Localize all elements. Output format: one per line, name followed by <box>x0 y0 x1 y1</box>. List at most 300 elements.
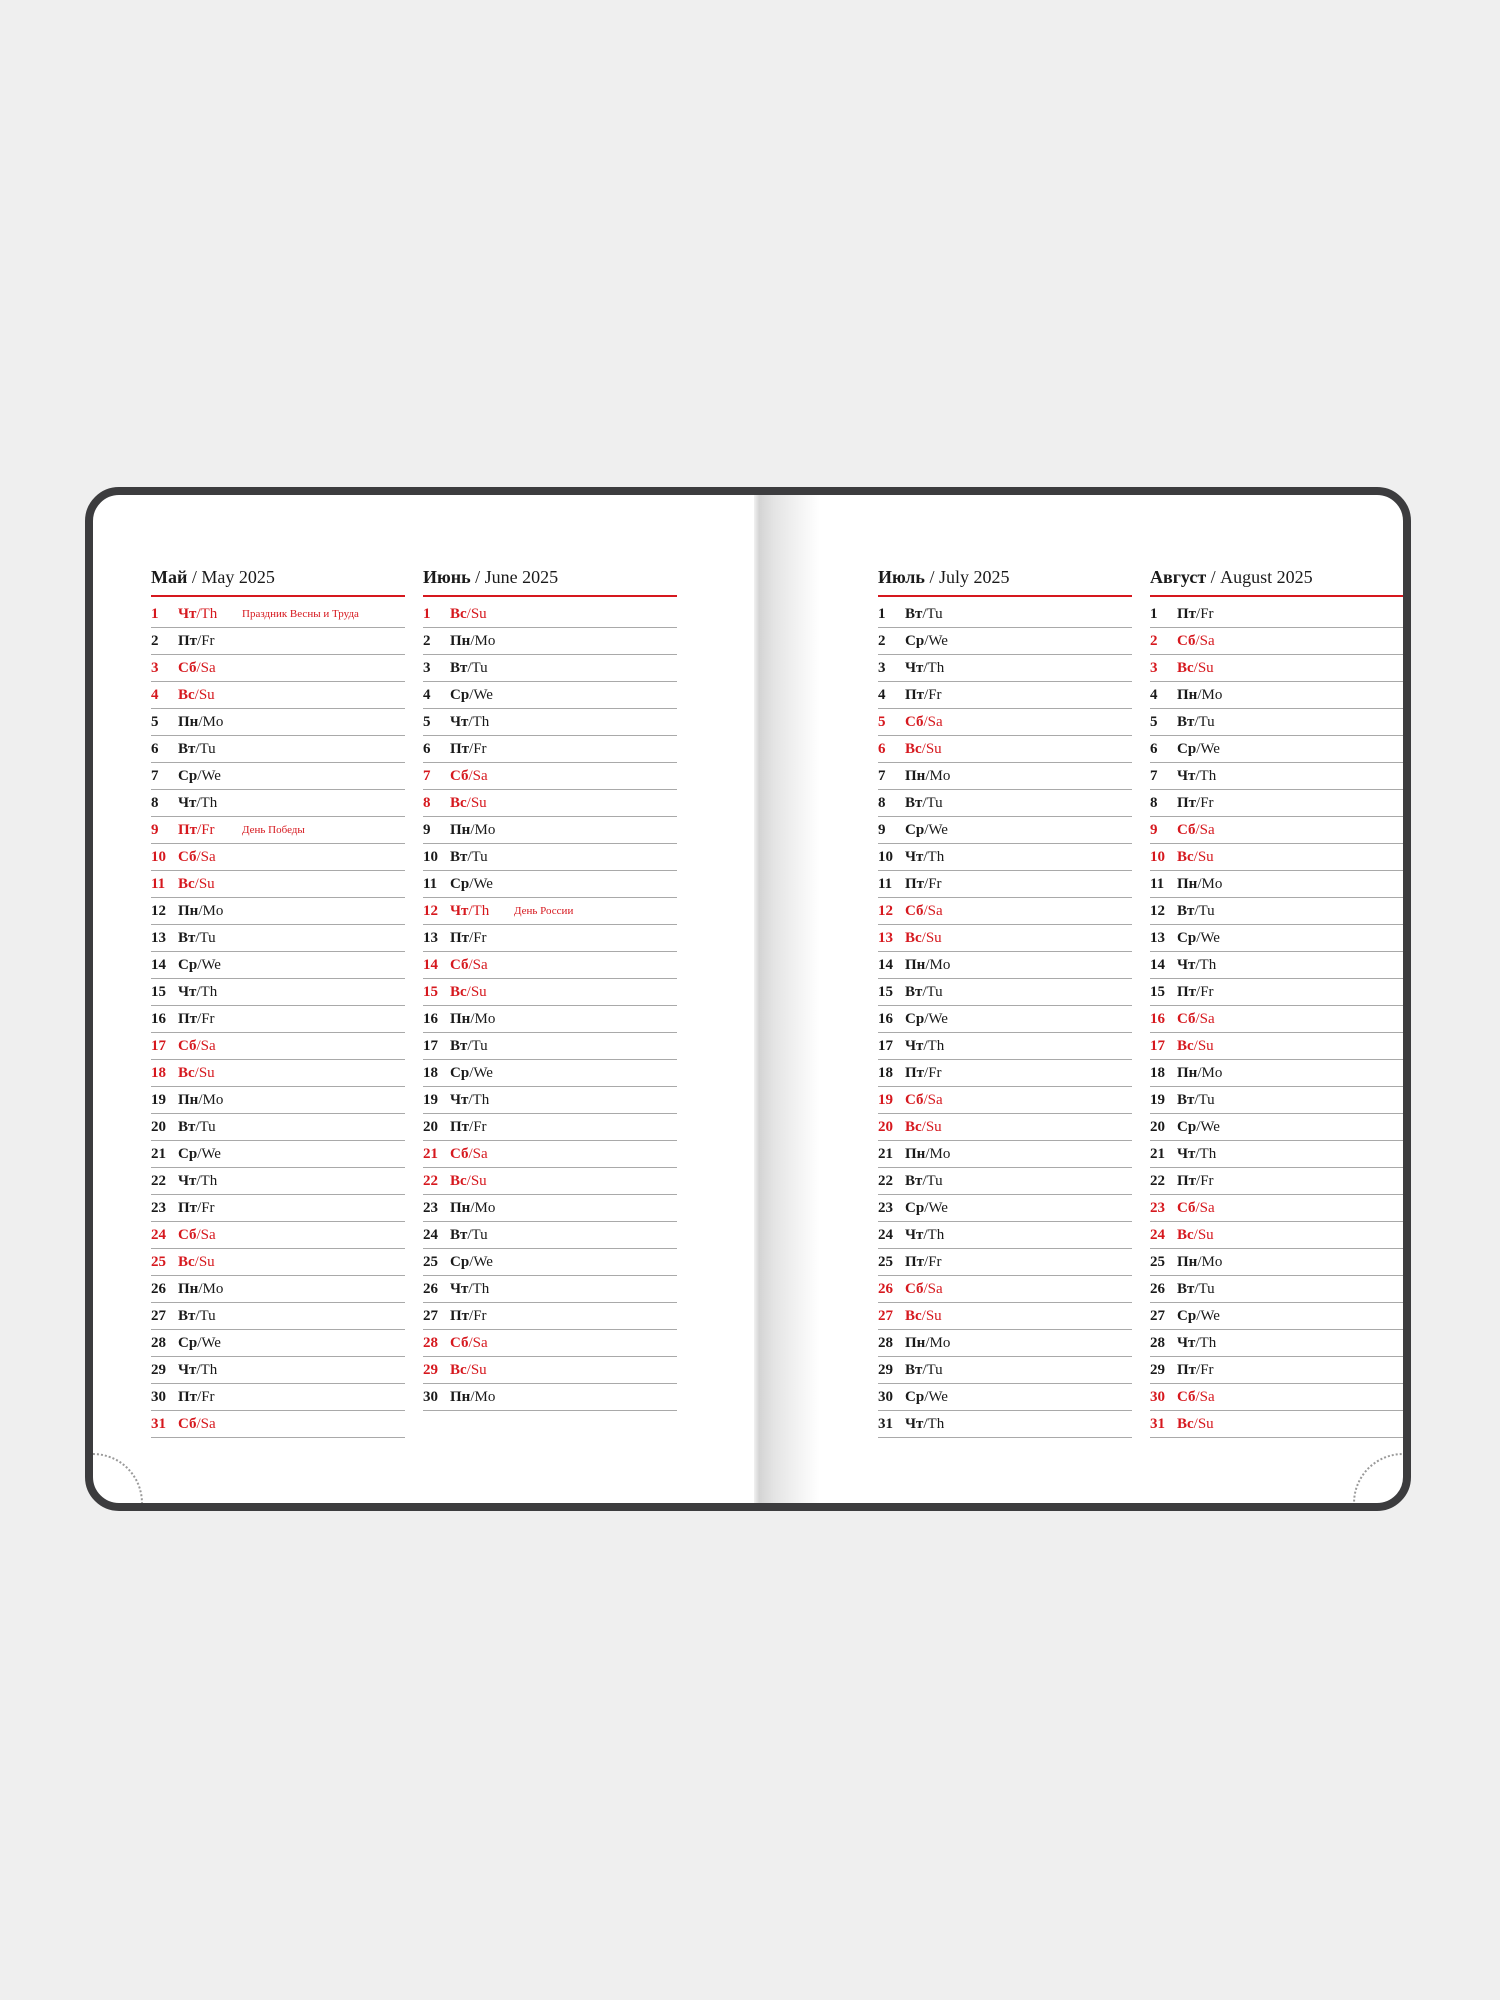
weekday-en: /Sa <box>923 714 943 730</box>
weekday-en: /Th <box>468 1281 490 1297</box>
day-row <box>423 1007 677 1033</box>
weekday-ru: Ср <box>450 687 470 703</box>
day-number: 14 <box>423 957 438 973</box>
weekday-en: /Sa <box>1195 633 1215 649</box>
weekday-en: /We <box>924 822 948 838</box>
day-row <box>1150 791 1404 817</box>
weekday-ru: Пн <box>178 714 199 730</box>
day-row <box>878 926 1132 952</box>
weekday-ru: Вс <box>450 606 467 622</box>
weekday-en: /Fr <box>924 876 942 892</box>
weekday-ru: Сб <box>905 1281 924 1297</box>
day-number: 12 <box>423 903 438 919</box>
day-list <box>151 602 405 1438</box>
weekday-ru: Пн <box>450 633 471 649</box>
day-number: 25 <box>151 1254 166 1270</box>
weekday-ru: Вт <box>905 1173 923 1189</box>
weekday-en: /Mo <box>925 1335 951 1351</box>
day-number: 29 <box>1150 1362 1165 1378</box>
day-number: 8 <box>151 795 159 811</box>
weekday-ru: Пт <box>905 1254 925 1270</box>
weekday-ru: Ср <box>905 822 925 838</box>
weekday-ru: Сб <box>1177 1389 1196 1405</box>
day-number: 19 <box>878 1092 893 1108</box>
weekday-en: /Sa <box>468 1146 488 1162</box>
weekday-ru: Вс <box>1177 660 1194 676</box>
weekday-ru: Вс <box>905 741 922 757</box>
weekday-en: /Th <box>1195 1335 1217 1351</box>
day-number: 26 <box>151 1281 166 1297</box>
weekday-ru: Пн <box>905 1335 926 1351</box>
day-number: 7 <box>423 768 431 784</box>
day-number: 13 <box>878 930 893 946</box>
weekday-ru: Пт <box>178 1200 198 1216</box>
weekday-en: /Su <box>1193 849 1214 865</box>
weekday-en: /Tu <box>922 606 943 622</box>
weekday-en: /Su <box>194 876 215 892</box>
day-row <box>151 737 405 763</box>
weekday-en: /Su <box>1193 1227 1214 1243</box>
day-number: 15 <box>151 984 166 1000</box>
weekday-ru: Вт <box>450 1038 468 1054</box>
day-row <box>878 1142 1132 1168</box>
month-title <box>423 565 677 597</box>
day-row <box>878 1034 1132 1060</box>
day-row <box>878 818 1132 844</box>
day-row <box>1150 1250 1404 1276</box>
weekday-ru: Сб <box>450 957 469 973</box>
month-name-en: / May 2025 <box>191 567 275 587</box>
weekday-en: /Tu <box>195 1308 216 1324</box>
weekday-en: /Su <box>194 1254 215 1270</box>
weekday-en: /Mo <box>198 1281 224 1297</box>
weekday-ru: Сб <box>1177 1011 1196 1027</box>
day-row <box>878 1007 1132 1033</box>
book-spine <box>754 495 820 1503</box>
weekday-en: /Th <box>468 1092 490 1108</box>
day-row <box>878 1412 1132 1438</box>
day-row <box>878 602 1132 628</box>
day-number: 21 <box>151 1146 166 1162</box>
weekday-en: /Su <box>1193 1038 1214 1054</box>
weekday-en: /Mo <box>1197 876 1223 892</box>
day-number: 17 <box>151 1038 166 1054</box>
day-number: 19 <box>1150 1092 1165 1108</box>
weekday-ru: Сб <box>905 714 924 730</box>
day-number: 10 <box>1150 849 1165 865</box>
weekday-ru: Вт <box>450 1227 468 1243</box>
day-row <box>151 602 405 628</box>
day-row <box>151 1169 405 1195</box>
weekday-ru: Ср <box>905 1011 925 1027</box>
holiday-label: День России <box>514 905 574 917</box>
day-list <box>1150 602 1404 1438</box>
day-row <box>878 980 1132 1006</box>
weekday-en: /Fr <box>1196 795 1214 811</box>
month-name-ru: Август <box>1150 567 1207 587</box>
day-row <box>423 602 677 628</box>
weekday-ru: Ср <box>450 1254 470 1270</box>
day-number: 9 <box>1150 822 1158 838</box>
weekday-en: /Mo <box>925 768 951 784</box>
day-number: 10 <box>878 849 893 865</box>
weekday-ru: Пн <box>178 1092 199 1108</box>
weekday-ru: Сб <box>178 1227 197 1243</box>
day-row <box>151 1331 405 1357</box>
day-number: 5 <box>151 714 159 730</box>
weekday-en: /Tu <box>1194 903 1215 919</box>
day-number: 4 <box>151 687 159 703</box>
weekday-en: /Sa <box>1195 1011 1215 1027</box>
month-column <box>423 565 677 1412</box>
weekday-ru: Сб <box>178 849 197 865</box>
weekday-en: /Fr <box>1196 984 1214 1000</box>
day-number: 21 <box>1150 1146 1165 1162</box>
weekday-en: /Su <box>194 687 215 703</box>
day-number: 14 <box>151 957 166 973</box>
weekday-ru: Чт <box>450 1092 469 1108</box>
day-row <box>423 1304 677 1330</box>
day-number: 11 <box>423 876 438 892</box>
weekday-en: /Mo <box>1197 1254 1223 1270</box>
day-row <box>878 764 1132 790</box>
weekday-ru: Пн <box>905 768 926 784</box>
weekday-ru: Ср <box>1177 930 1197 946</box>
weekday-ru: Вс <box>1177 1416 1194 1432</box>
weekday-ru: Пт <box>450 741 470 757</box>
weekday-en: /Th <box>196 606 218 622</box>
weekday-ru: Вт <box>178 930 196 946</box>
weekday-ru: Ср <box>905 1200 925 1216</box>
day-row <box>151 1061 405 1087</box>
weekday-en: /Su <box>921 1119 942 1135</box>
day-row <box>1150 1304 1404 1330</box>
weekday-ru: Пт <box>178 1389 198 1405</box>
day-list <box>878 602 1132 1438</box>
weekday-ru: Пт <box>178 633 198 649</box>
day-number: 14 <box>878 957 893 973</box>
day-row <box>1150 656 1404 682</box>
day-number: 31 <box>151 1416 166 1432</box>
weekday-ru: Ср <box>178 1146 198 1162</box>
day-number: 20 <box>1150 1119 1165 1135</box>
weekday-en: /Fr <box>469 1308 487 1324</box>
day-number: 1 <box>878 606 886 622</box>
day-number: 6 <box>1150 741 1158 757</box>
day-row <box>423 1331 677 1357</box>
weekday-ru: Пн <box>178 1281 199 1297</box>
day-row <box>151 1223 405 1249</box>
weekday-en: /Tu <box>922 1173 943 1189</box>
weekday-en: /Su <box>466 984 487 1000</box>
day-row <box>1150 899 1404 925</box>
weekday-en: /We <box>924 1389 948 1405</box>
day-number: 8 <box>423 795 431 811</box>
weekday-en: /Mo <box>470 1011 496 1027</box>
day-number: 29 <box>878 1362 893 1378</box>
weekday-ru: Вт <box>178 1308 196 1324</box>
weekday-ru: Чт <box>1177 957 1196 973</box>
weekday-en: /Sa <box>923 903 943 919</box>
weekday-en: /We <box>1196 930 1220 946</box>
day-row <box>1150 1034 1404 1060</box>
month-name-ru: Май <box>151 567 188 587</box>
day-row <box>878 791 1132 817</box>
weekday-ru: Сб <box>905 903 924 919</box>
day-number: 10 <box>151 849 166 865</box>
weekday-ru: Чт <box>178 1362 197 1378</box>
weekday-en: /Sa <box>468 957 488 973</box>
day-row <box>151 1385 405 1411</box>
day-number: 23 <box>1150 1200 1165 1216</box>
weekday-ru: Пт <box>905 687 925 703</box>
weekday-en: /Th <box>468 714 490 730</box>
day-number: 30 <box>423 1389 438 1405</box>
day-row <box>1150 1142 1404 1168</box>
day-row <box>423 764 677 790</box>
weekday-en: /We <box>197 768 221 784</box>
day-row <box>878 1277 1132 1303</box>
day-number: 25 <box>878 1254 893 1270</box>
month-name-en: / August 2025 <box>1210 567 1313 587</box>
weekday-en: /Sa <box>1195 822 1215 838</box>
day-number: 29 <box>151 1362 166 1378</box>
weekday-en: /Sa <box>468 1335 488 1351</box>
day-number: 23 <box>878 1200 893 1216</box>
holiday-label: День Победы <box>242 824 305 836</box>
day-number: 9 <box>151 822 159 838</box>
weekday-en: /Fr <box>469 1119 487 1135</box>
month-column <box>1150 565 1404 1439</box>
day-number: 26 <box>878 1281 893 1297</box>
weekday-en: /Sa <box>196 1416 216 1432</box>
weekday-ru: Пн <box>450 1389 471 1405</box>
weekday-ru: Вт <box>905 1362 923 1378</box>
weekday-ru: Чт <box>178 606 197 622</box>
weekday-ru: Пт <box>450 1119 470 1135</box>
day-row <box>1150 737 1404 763</box>
month-title <box>151 565 405 597</box>
weekday-en: /Su <box>466 606 487 622</box>
day-number: 1 <box>151 606 159 622</box>
day-number: 1 <box>423 606 431 622</box>
weekday-ru: Вт <box>178 741 196 757</box>
day-row <box>423 1358 677 1384</box>
weekday-ru: Чт <box>1177 1146 1196 1162</box>
weekday-ru: Пт <box>1177 984 1197 1000</box>
day-row <box>151 1304 405 1330</box>
day-number: 7 <box>151 768 159 784</box>
day-row <box>423 1088 677 1114</box>
weekday-ru: Ср <box>178 768 198 784</box>
weekday-en: /Th <box>196 984 218 1000</box>
weekday-en: /Mo <box>470 1389 496 1405</box>
day-row <box>151 629 405 655</box>
day-row <box>151 1088 405 1114</box>
day-number: 7 <box>1150 768 1158 784</box>
weekday-ru: Вт <box>450 849 468 865</box>
day-row <box>151 953 405 979</box>
weekday-en: /Tu <box>1194 1092 1215 1108</box>
weekday-ru: Пт <box>450 1308 470 1324</box>
weekday-en: /Sa <box>923 1281 943 1297</box>
day-row <box>1150 764 1404 790</box>
weekday-en: /Th <box>468 903 490 919</box>
day-row <box>423 872 677 898</box>
weekday-en: /We <box>1196 741 1220 757</box>
day-row <box>878 1358 1132 1384</box>
day-number: 29 <box>423 1362 438 1378</box>
weekday-ru: Вс <box>450 795 467 811</box>
weekday-en: /Tu <box>467 849 488 865</box>
weekday-ru: Пт <box>1177 606 1197 622</box>
day-number: 3 <box>878 660 886 676</box>
day-row <box>151 818 405 844</box>
day-number: 9 <box>878 822 886 838</box>
weekday-en: /Th <box>923 1227 945 1243</box>
day-row <box>151 899 405 925</box>
weekday-en: /Tu <box>195 741 216 757</box>
weekday-en: /Su <box>466 1362 487 1378</box>
day-number: 31 <box>878 1416 893 1432</box>
weekday-en: /Fr <box>197 1200 215 1216</box>
day-number: 30 <box>878 1389 893 1405</box>
weekday-ru: Вс <box>1177 1038 1194 1054</box>
weekday-en: /Tu <box>922 1362 943 1378</box>
day-row <box>878 710 1132 736</box>
day-number: 27 <box>423 1308 438 1324</box>
day-number: 27 <box>1150 1308 1165 1324</box>
day-row <box>878 1115 1132 1141</box>
day-number: 24 <box>423 1227 438 1243</box>
weekday-ru: Чт <box>178 1173 197 1189</box>
weekday-ru: Ср <box>905 633 925 649</box>
weekday-ru: Вс <box>1177 849 1194 865</box>
weekday-en: /Fr <box>469 930 487 946</box>
day-row <box>151 683 405 709</box>
weekday-ru: Пн <box>905 957 926 973</box>
weekday-ru: Вт <box>905 606 923 622</box>
day-row <box>878 845 1132 871</box>
day-number: 8 <box>878 795 886 811</box>
weekday-en: /We <box>1196 1308 1220 1324</box>
day-row <box>151 1115 405 1141</box>
day-number: 28 <box>423 1335 438 1351</box>
day-row <box>151 764 405 790</box>
day-row <box>1150 980 1404 1006</box>
weekday-ru: Вт <box>905 795 923 811</box>
day-row <box>151 926 405 952</box>
weekday-ru: Ср <box>178 1335 198 1351</box>
day-number: 30 <box>1150 1389 1165 1405</box>
weekday-en: /Th <box>923 660 945 676</box>
weekday-en: /We <box>469 1254 493 1270</box>
day-row <box>878 899 1132 925</box>
weekday-en: /Fr <box>1196 1173 1214 1189</box>
weekday-ru: Пт <box>178 1011 198 1027</box>
weekday-ru: Пн <box>450 1011 471 1027</box>
day-row <box>1150 1061 1404 1087</box>
day-row <box>1150 926 1404 952</box>
day-row <box>1150 1223 1404 1249</box>
weekday-en: /Tu <box>922 984 943 1000</box>
day-number: 6 <box>878 741 886 757</box>
day-row <box>151 791 405 817</box>
weekday-ru: Вт <box>1177 903 1195 919</box>
weekday-en: /Th <box>923 1038 945 1054</box>
weekday-en: /We <box>924 1200 948 1216</box>
day-number: 15 <box>878 984 893 1000</box>
day-row <box>423 926 677 952</box>
day-row <box>423 980 677 1006</box>
weekday-ru: Чт <box>178 984 197 1000</box>
weekday-en: /We <box>924 1011 948 1027</box>
day-number: 4 <box>1150 687 1158 703</box>
day-row <box>423 629 677 655</box>
day-row <box>423 737 677 763</box>
weekday-ru: Пт <box>1177 1362 1197 1378</box>
weekday-en: /Fr <box>197 1389 215 1405</box>
weekday-ru: Пт <box>1177 1173 1197 1189</box>
month-name-en: / June 2025 <box>475 567 559 587</box>
weekday-en: /Mo <box>925 957 951 973</box>
weekday-ru: Пт <box>905 1065 925 1081</box>
weekday-en: /Su <box>1193 1416 1214 1432</box>
weekday-en: /Sa <box>196 660 216 676</box>
month-name-en: / July 2025 <box>929 567 1010 587</box>
weekday-ru: Пн <box>178 903 199 919</box>
day-number: 22 <box>1150 1173 1165 1189</box>
day-number: 18 <box>1150 1065 1165 1081</box>
day-row <box>423 656 677 682</box>
day-number: 10 <box>423 849 438 865</box>
day-number: 2 <box>151 633 159 649</box>
day-number: 2 <box>878 633 886 649</box>
day-number: 18 <box>423 1065 438 1081</box>
month-column <box>878 565 1132 1439</box>
day-number: 7 <box>878 768 886 784</box>
weekday-en: /Th <box>196 1173 218 1189</box>
weekday-en: /We <box>469 1065 493 1081</box>
day-row <box>151 845 405 871</box>
weekday-en: /We <box>197 1335 221 1351</box>
weekday-en: /Su <box>921 1308 942 1324</box>
day-number: 5 <box>1150 714 1158 730</box>
day-number: 6 <box>151 741 159 757</box>
weekday-ru: Вт <box>450 660 468 676</box>
day-row <box>878 683 1132 709</box>
day-number: 12 <box>1150 903 1165 919</box>
weekday-en: /We <box>197 1146 221 1162</box>
weekday-ru: Вс <box>178 1065 195 1081</box>
day-row <box>1150 818 1404 844</box>
weekday-ru: Пн <box>905 1146 926 1162</box>
day-number: 19 <box>151 1092 166 1108</box>
weekday-en: /Mo <box>1197 687 1223 703</box>
weekday-ru: Чт <box>450 1281 469 1297</box>
day-number: 26 <box>423 1281 438 1297</box>
day-number: 21 <box>878 1146 893 1162</box>
weekday-en: /Mo <box>198 714 224 730</box>
weekday-en: /Th <box>1195 1146 1217 1162</box>
day-row <box>878 1250 1132 1276</box>
weekday-en: /Fr <box>924 1254 942 1270</box>
day-row <box>151 1196 405 1222</box>
weekday-ru: Пн <box>450 1200 471 1216</box>
weekday-en: /Su <box>466 1173 487 1189</box>
weekday-en: /Fr <box>469 741 487 757</box>
weekday-ru: Пн <box>1177 687 1198 703</box>
